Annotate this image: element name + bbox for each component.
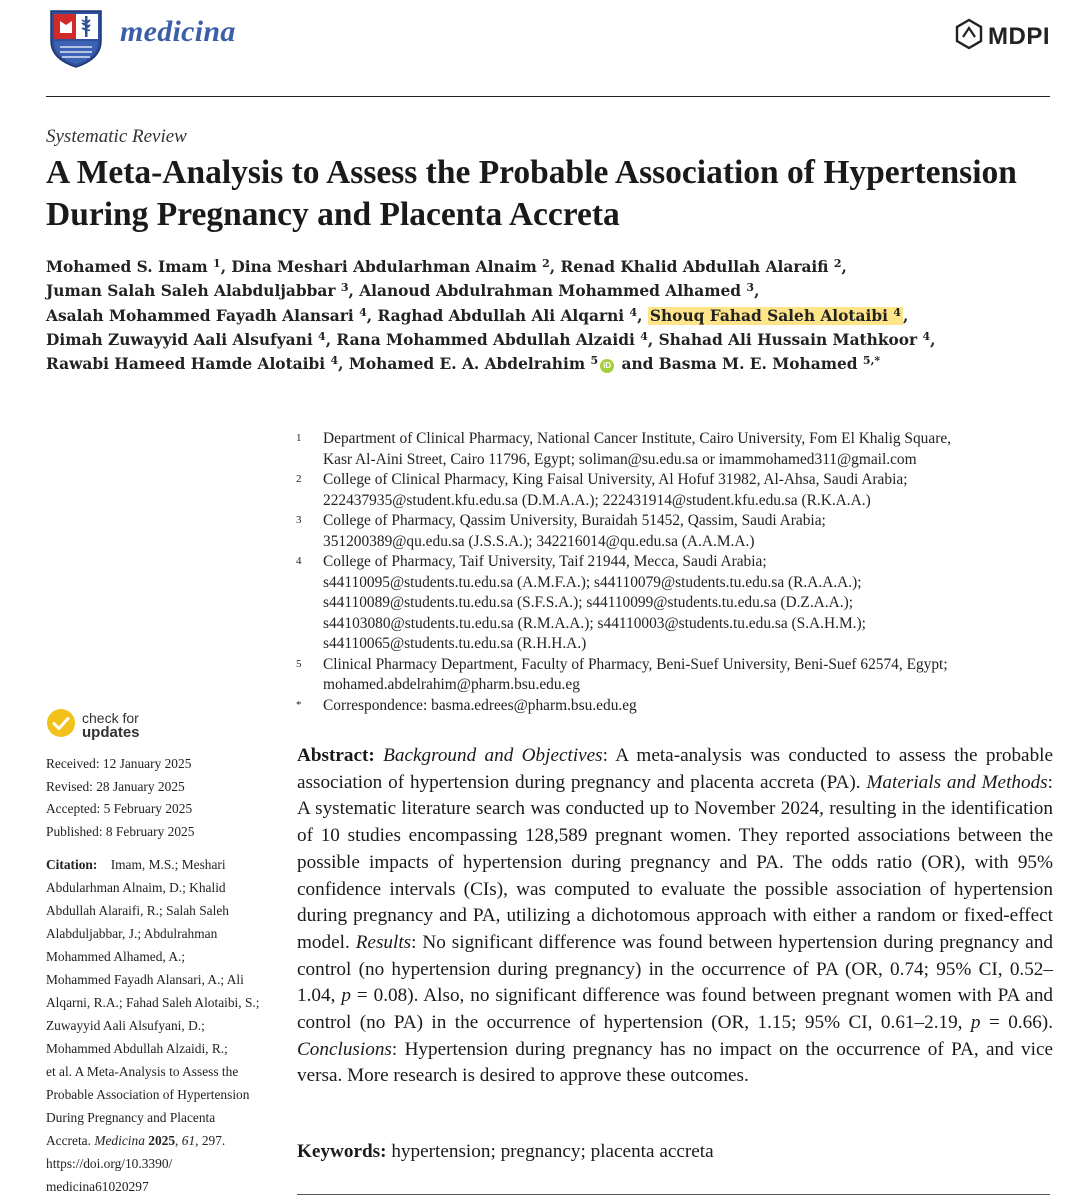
affiliation-line: 222437935@student.kfu.edu.sa (D.M.A.A.); 222431914@student.kfu.edu.sa (R.K.A.A.) xyxy=(323,491,871,509)
author-affiliation-marker: 4 xyxy=(330,354,339,368)
citation-year: 2025 xyxy=(148,1133,176,1149)
author-name[interactable]: Asalah Mohammed Fayadh Alansari xyxy=(46,306,354,325)
author-affiliation-marker: 5,* xyxy=(862,354,881,368)
author-name[interactable]: Dina Meshari Abdularhman Alnaim xyxy=(231,258,537,276)
correspondence-line[interactable]: Correspondence: basma.edrees@pharm.bsu.edu.eg xyxy=(323,696,637,714)
citation-block xyxy=(46,853,278,1198)
abstract-section-methods: Materials and Methods xyxy=(866,771,1048,793)
author-affiliation-marker: 4 xyxy=(893,305,901,319)
affiliation-line: s44110095@students.tu.edu.sa (A.M.F.A.); s44110079@students.tu.edu.sa (R.A.A.A.); xyxy=(323,573,862,591)
affiliation-line: s44110065@students.tu.edu.sa (R.H.H.A.) xyxy=(323,635,587,652)
author-separator: , xyxy=(220,258,232,276)
affiliation-item xyxy=(292,655,1027,696)
affiliation-line: College of Pharmacy, Taif University, Taif 21944, Mecca, Saudi Arabia; xyxy=(323,553,767,570)
doi-link-continued[interactable]: medicina61020297 xyxy=(46,1179,149,1195)
check-updates-line1: check for xyxy=(82,710,139,726)
abstract-section-results: Results xyxy=(355,931,412,953)
citation-pages: , 297. xyxy=(195,1133,226,1149)
journal-name: medicina xyxy=(120,15,236,48)
p-value-symbol: p xyxy=(970,1012,981,1034)
citation-line: Imam, M.S.; Meshari xyxy=(110,857,226,873)
abstract-section-background: Background and Objectives xyxy=(383,745,603,766)
author-affiliation-marker: 4 xyxy=(640,329,648,343)
author-separator: , xyxy=(348,282,360,301)
affiliation-line: Clinical Pharmacy Department, Faculty of Pharmacy, Beni-Suef University, Beni-Suef 62574, Egypt; xyxy=(323,655,948,673)
author-separator: , xyxy=(841,258,847,276)
affiliation-number: 5 xyxy=(296,657,302,670)
author-affiliation-marker: 4 xyxy=(359,305,367,319)
affiliation-line: College of Pharmacy, Qassim University, Buraidah 51452, Qassim, Saudi Arabia; xyxy=(323,512,826,529)
citation-journal: Medicina xyxy=(94,1133,145,1149)
citation-line: Probable Association of Hypertension xyxy=(46,1087,250,1103)
keywords-label: Keywords: xyxy=(297,1141,387,1162)
author-name[interactable]: Alanoud Abdulrahman Mohammed Alhamed xyxy=(359,282,742,301)
author-name[interactable]: Dimah Zuwayyid Aali Alsufyani xyxy=(46,330,313,349)
author-separator: , xyxy=(637,306,648,325)
date-revised: Revised: 28 January 2025 xyxy=(46,778,185,794)
author-separator: , xyxy=(647,330,659,349)
author-name[interactable]: Mohamed E. A. Abdelrahim xyxy=(348,355,586,374)
abstract xyxy=(297,743,1053,1090)
citation-journal-line: Accreta. Medicina 2025, 61, 297. xyxy=(46,1133,226,1149)
affiliation-number: 1 xyxy=(296,432,302,444)
citation-journal-prefix: Accreta. xyxy=(46,1133,95,1149)
publication-dates xyxy=(46,753,278,843)
affiliation-line: s44103080@students.tu.edu.sa (R.M.A.A.); s44110003@students.tu.edu.sa (S.A.H.M.); xyxy=(323,614,866,632)
citation-line: Alabduljabbar, J.; Abdulrahman xyxy=(46,926,218,942)
author-separator: , xyxy=(338,355,349,374)
abstract-text: = 0.66). xyxy=(980,1012,1053,1034)
citation-line: Zuwayyid Aali Alsufyani, D.; xyxy=(46,1018,205,1034)
abstract-text: = 0.08). Also, no significant difference was found between pregnant women with PA and control (no PA) in the occurrence of hypertension (OR, 1.15; 95% CI, 0.61–2.19, xyxy=(297,985,1054,1034)
medicina-crest-icon xyxy=(46,7,106,69)
article-title: A Meta-Analysis to Assess the Probable Association of Hypertension During Pregnancy and Placenta Accreta xyxy=(46,154,1017,233)
affiliations-list xyxy=(292,429,1027,716)
author-separator: , xyxy=(325,330,337,349)
affiliation-line: 351200389@qu.edu.sa (J.S.S.A.); 342216014@qu.edu.sa (A.A.M.A.) xyxy=(323,532,755,550)
date-received: Received: 12 January 2025 xyxy=(46,756,192,771)
author-separator: , xyxy=(902,306,909,325)
citation-line: Abdularhman Alnaim, D.; Khalid xyxy=(46,880,226,896)
author-affiliation-marker: 4 xyxy=(922,329,931,343)
author-name[interactable]: Renad Khalid Abdullah Alaraifi xyxy=(560,258,829,276)
author-affiliation-marker: 5 xyxy=(590,354,599,368)
affiliation-number: 2 xyxy=(296,473,302,485)
author-name[interactable]: Basma M. E. Mohamed xyxy=(658,355,858,374)
author-name[interactable]: Shahad Ali Hussain Mathkoor xyxy=(658,330,918,349)
publisher-name: MDPI xyxy=(988,22,1050,50)
affiliation-line: Department of Clinical Pharmacy, National Cancer Institute, Cairo University, Fom El Khalig Square, xyxy=(323,430,952,447)
author-affiliation-marker: 4 xyxy=(318,329,326,343)
author-name[interactable]: Raghad Abdullah Ali Alqarni xyxy=(377,306,625,325)
author-list xyxy=(46,255,1046,376)
author-separator: , xyxy=(549,258,561,276)
header-divider xyxy=(46,96,1050,97)
abstract-text: : A systematic literature search was conducted up to November 2024, resulting in the identification of 10 studies encompassing 128,589 pregnant women. They reported associations between the possible impacts of hypertension during pregnancy and PA. The odds ratio (OR), with 95% confidence intervals (CIs), was computed to evaluate the possible association of hypertension during pregnancy and PA, utilizing a dichotomous approach with either a random or fixed-effect model. xyxy=(297,771,1053,953)
check-updates-icon xyxy=(46,708,76,743)
author-separator: , xyxy=(930,330,936,349)
author-affiliation-marker: 4 xyxy=(629,305,638,319)
affiliation-line: s44110089@students.tu.edu.sa (S.F.S.A.); s44110099@students.tu.edu.sa (D.Z.A.A.); xyxy=(323,594,853,611)
affiliation-item xyxy=(292,429,1027,470)
citation-line: Mohammed Abdullah Alzaidi, R.; xyxy=(46,1041,228,1057)
citation-line: Alqarni, R.A.; Fahad Saleh Alotaibi, S.; xyxy=(46,995,260,1011)
abstract-text: : No significant difference was found between hypertension during pregnancy and control (no hypertension during pregnancy) in the occurrence of PA (OR, 0.74; 95% CI, 0.52–1.04, xyxy=(297,931,1054,1007)
doi-link[interactable]: https://doi.org/10.3390/ xyxy=(46,1156,173,1172)
keywords xyxy=(297,1141,1053,1163)
abstract-text: : A meta-analysis was conducted to assess the probable association of hypertension during pregnancy and placenta accreta (PA). xyxy=(297,745,1054,793)
citation-line: et al. A Meta-Analysis to Assess the xyxy=(46,1064,239,1080)
author-affiliation-marker: 1 xyxy=(213,257,221,270)
highlighted-author xyxy=(648,307,903,325)
citation-label: Citation: xyxy=(46,857,98,873)
article-sidebar xyxy=(46,753,278,1198)
orcid-icon[interactable]: iD xyxy=(600,359,614,373)
mdpi-logo[interactable] xyxy=(954,18,1050,55)
correspondence-marker: * xyxy=(296,698,302,711)
affiliation-item xyxy=(292,552,1027,655)
author-name[interactable]: Mohamed S. Imam xyxy=(46,258,208,276)
author-conjunction: and xyxy=(621,355,654,374)
affiliation-number: 4 xyxy=(296,555,302,567)
author-name[interactable]: Rawabi Hameed Hamde Alotaibi xyxy=(46,355,326,374)
check-for-updates-button[interactable] xyxy=(46,708,140,743)
author-affiliation-marker: 3 xyxy=(746,281,755,295)
author-affiliation-marker: 2 xyxy=(833,257,842,270)
date-accepted: Accepted: 5 February 2025 xyxy=(46,801,193,817)
author-affiliation-marker: 3 xyxy=(340,281,349,295)
citation-line: During Pregnancy and Placenta xyxy=(46,1110,216,1126)
date-published: Published: 8 February 2025 xyxy=(46,823,195,839)
author-separator: , xyxy=(366,306,378,325)
affiliation-number: 3 xyxy=(296,514,302,526)
affiliation-line: Kasr Al-Aini Street, Cairo 11796, Egypt; soliman@su.edu.sa or imammohamed311@gmail.com xyxy=(323,450,917,468)
citation-line: Abdullah Alaraifi, R.; Salah Saleh xyxy=(46,903,229,919)
author-name[interactable]: Shouq Fahad Saleh Alotaibi xyxy=(649,306,888,325)
abstract-text: : Hypertension during pregnancy has no impact on the occurrence of PA, and vice versa. More research is desired to approve these outcomes. xyxy=(297,1038,1053,1087)
affiliation-line: mohamed.abdelrahim@pharm.bsu.edu.eg xyxy=(323,676,580,693)
affiliation-item xyxy=(292,470,1027,511)
abstract-label: Abstract: xyxy=(297,745,375,766)
author-name[interactable]: Rana Mohammed Abdullah Alzaidi xyxy=(336,330,635,349)
mdpi-hexagon-icon xyxy=(954,18,984,55)
author-separator: , xyxy=(754,282,760,301)
keywords-text: hypertension; pregnancy; placenta accreta xyxy=(391,1141,714,1162)
article-type: Systematic Review xyxy=(46,126,187,147)
citation-line: Mohammed Alhamed, A.; xyxy=(46,949,186,965)
author-name[interactable]: Juman Salah Saleh Alabduljabbar xyxy=(46,282,336,301)
check-updates-line2: updates xyxy=(82,724,140,741)
citation-volume: 61 xyxy=(181,1133,196,1149)
correspondence-item xyxy=(292,696,1027,717)
author-affiliation-marker: 2 xyxy=(542,257,550,270)
affiliation-line: College of Clinical Pharmacy, King Faisal University, Al Hofuf 31982, Al-Ahsa, Saudi Arabia; xyxy=(323,471,908,488)
citation-line: Mohammed Fayadh Alansari, A.; Ali xyxy=(46,972,244,988)
p-value-symbol: p xyxy=(341,985,351,1007)
abstract-section-conclusions: Conclusions xyxy=(297,1038,392,1060)
footer-divider xyxy=(297,1194,1050,1195)
affiliation-item xyxy=(292,511,1027,552)
